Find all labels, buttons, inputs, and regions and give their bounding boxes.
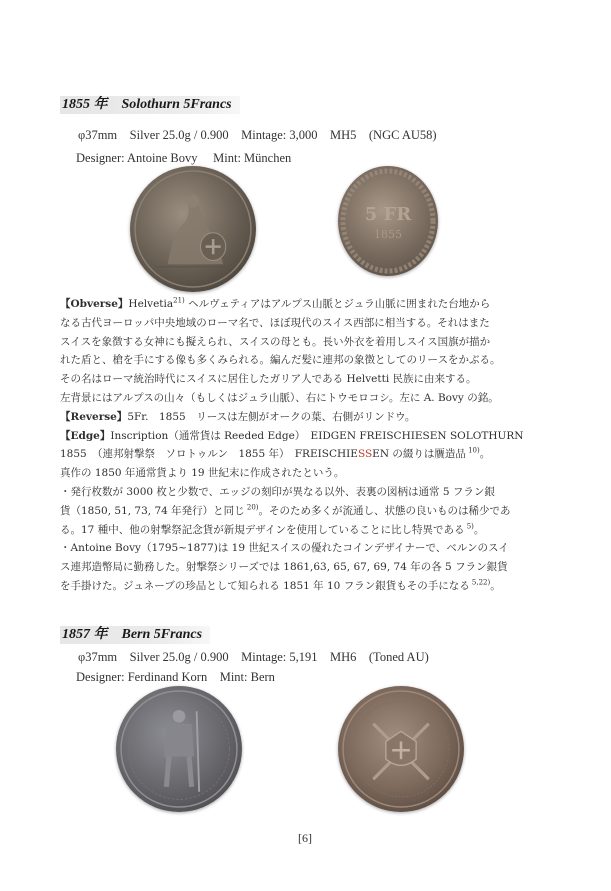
obverse-line-5: その名はローマ統治時代にスイスに居住したガリア人である Helvetti 民族に由来する。 bbox=[60, 373, 477, 386]
footnote-ref: 5) bbox=[464, 522, 474, 531]
note-line-5: ・Antoine Bovy（1795~1877)は 19 世紀スイスの優れたコインデザイナーで、ベルンのスイ bbox=[60, 542, 509, 555]
note-text: を手掛けた。ジュネーブの珍品として知られる 1851 年 10 フラン銀貨もその手になる bbox=[60, 579, 470, 592]
reverse-line bbox=[60, 408, 540, 427]
edge-label: 【Edge】 bbox=[60, 429, 111, 442]
note-line-1: 真作の 1850 年通常貨より 19 世紀末に作成されたという。 bbox=[60, 467, 345, 480]
edge-text: EN の綴りは贋造品 bbox=[372, 448, 466, 461]
edge-text: Inscription（通常貨は Reeded Edge） EIDGEN FREISCHIESEN SOLOTHURN bbox=[110, 429, 524, 442]
obverse-text: ヘルヴェティアはアルプス山脈とジュラ山脈に囲まれた台地から bbox=[184, 298, 491, 310]
edge-line-2 bbox=[60, 445, 540, 464]
note-text: 貨（1850, 51, 73, 74 年発行）と同じ bbox=[60, 504, 245, 517]
coin-1857-obverse-image bbox=[116, 686, 242, 812]
note-text: 。 bbox=[490, 579, 501, 592]
note-text: 。そのため多くが流通し、状態の良いものは稀少であ bbox=[258, 504, 511, 517]
designer-mint-1857: Designer: Ferdinand Korn Mint: Bern bbox=[76, 670, 275, 684]
reverse-text: 5Fr. 1855 リースは左側がオークの葉、右側がリンドウ。 bbox=[127, 410, 416, 423]
section-title-1855: 1855 年 Solothurn 5Francs bbox=[60, 96, 240, 114]
note-line-7 bbox=[60, 577, 540, 596]
obverse-text: Helvetia bbox=[128, 298, 174, 310]
coin-1855-reverse-image bbox=[338, 166, 438, 276]
edge-line-1 bbox=[60, 427, 540, 446]
page-number: [6] bbox=[298, 831, 312, 845]
obverse-label: 【Obverse】 bbox=[60, 298, 129, 310]
misspelling-highlight: SS bbox=[357, 448, 373, 461]
description-1855 bbox=[60, 295, 540, 596]
wreath-denomination bbox=[338, 166, 438, 276]
section-title-1857: 1857 年 Bern 5Francs bbox=[60, 626, 210, 644]
footnote-ref: 10) bbox=[465, 446, 480, 455]
designer-mint-1855: Designer: Antoine Bovy Mint: München bbox=[76, 151, 292, 165]
svg-text:1855: 1855 bbox=[374, 228, 402, 241]
note-line-4 bbox=[60, 521, 540, 540]
obverse-line-4: れた盾と、槍を手にする像も多くみられる。編んだ髪に連邦の象徴としてのリースをかぶる。 bbox=[60, 354, 501, 367]
obverse-line-3: スイスを象徴する女神にも擬えられ、スイスの母とも。長い外衣を着用しスイス国旗が描か bbox=[60, 335, 491, 348]
crossed-rifles-shield bbox=[338, 686, 464, 812]
note-line-3 bbox=[60, 502, 540, 521]
svg-text:5 FR: 5 FR bbox=[364, 204, 412, 225]
reverse-label: 【Reverse】 bbox=[60, 410, 128, 423]
obverse-line-2: なる古代ヨーロッパ中央地域のローマ名で、ほぼ現代のスイス西部に相当する。それはまた bbox=[60, 316, 490, 329]
coin-1857-reverse-image bbox=[338, 686, 464, 812]
coin-specs-1855: φ37mm Silver 25.0g / 0.900 Mintage: 3,000 MH5 (NGC AU58) bbox=[78, 128, 437, 142]
edge-text: 1855 （連邦射撃祭 ソロトゥルン 1855 年） FREISCHIE bbox=[60, 448, 358, 461]
footnote-ref: 20) bbox=[244, 503, 259, 512]
helvetia-seated-figure bbox=[130, 166, 256, 292]
footnote-ref: 21) bbox=[173, 296, 185, 305]
edge-text: 。 bbox=[479, 448, 491, 461]
footnote-ref: 5,22) bbox=[469, 578, 491, 587]
obverse-line-1 bbox=[60, 295, 540, 314]
coin-specs-1857: φ37mm Silver 25.0g / 0.900 Mintage: 5,191 MH6 (Toned AU) bbox=[78, 650, 429, 664]
note-text: 。 bbox=[473, 523, 485, 536]
coin-1855-obverse-image bbox=[130, 166, 256, 292]
note-line-6: ス連邦造幣局に勤務した。射撃祭シリーズでは 1861,63, 65, 67, 69, 74 年の各 5 フラン銀貨 bbox=[60, 561, 508, 574]
note-text: る。17 種中、他の射撃祭記念貨が新規デザインを使用していることに比し特異である bbox=[60, 523, 465, 536]
note-line-2: ・発行枚数が 3000 枚と少数で、エッジの刻印が異なる以外、表裏の図柄は通常 5 フラン銀 bbox=[60, 485, 495, 498]
obverse-line-6: 左背景にはアルプスの山々（もしくはジュラ山脈）、右にトウモロコシ。左に A. Bovy の銘。 bbox=[60, 391, 499, 404]
standing-bernese-figure bbox=[116, 686, 242, 812]
